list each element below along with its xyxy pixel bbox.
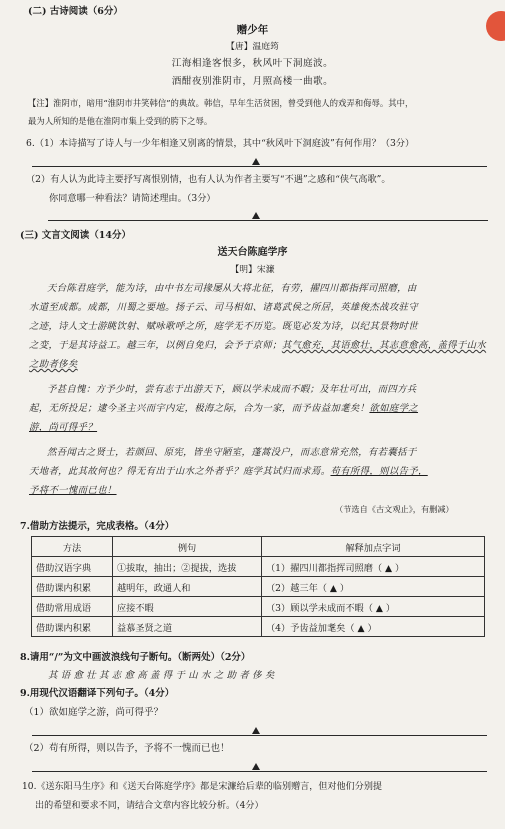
passage-line [29, 466, 428, 478]
table-row [32, 557, 485, 577]
passage-text: 天地者，此其故何也？得无有出于山水之外者乎？庭学其试归而求焉。 [29, 466, 331, 477]
table-row [32, 597, 485, 617]
answer-line[interactable] [32, 771, 487, 772]
section-2-heading: (二) 古诗阅读（6分） [28, 6, 123, 17]
passage-line: 予甚自愧：方予少时，尝有志于出游天下，顾以学未成而不暇；及年壮可出，而四方兵 [47, 384, 417, 395]
vocab-table [31, 536, 485, 637]
underlined-sentence: 苟有所得，则以告予， [330, 466, 428, 477]
table-cell: （4）予齿益加耄矣（ ▲ ） [262, 617, 485, 637]
question-8: 8.请用“/”为文中画波浪线句子断句。（断两处）（2分） [20, 652, 251, 663]
answer-marker [252, 763, 260, 770]
passage-source: （节选自《古文观止》，有删减） [335, 504, 454, 514]
table-row [32, 577, 485, 597]
table-row [32, 617, 485, 637]
passage-line: 水道至成都。成都，川蜀之要地。扬子云、司马相如、诸葛武侯之所居，英雄俊杰战攻驻守 [29, 302, 419, 313]
table-cell: 应接不暇 [113, 597, 262, 617]
underlined-sentence-end: 予将不一愧而已也！ [29, 485, 117, 496]
table-cell: （2）越三年（ ▲ ） [262, 577, 485, 597]
question-8-sentence: 其 语 愈 壮 其 志 愈 高 盖 得 于 山 水 之 助 者 侈 矣 [48, 670, 275, 681]
question-9: 9.用现代汉语翻译下列句子。（4分） [20, 688, 175, 699]
underlined-sentence-end: 游，尚可得乎？ [29, 422, 98, 433]
answer-line[interactable] [48, 220, 488, 221]
passage-text: 起，无所投足；逮今圣主兴而宇内定，极海之际，合为一家，而予齿益加耄矣！ [29, 403, 370, 414]
poem-author: 【唐】温庭筠 [226, 42, 279, 52]
table-cell: （1）擢四川都指挥司照磨（ ▲ ） [262, 557, 485, 577]
question-10-line-2: 出的希望和要求不同，请结合文章内容比较分析。（4分） [35, 801, 264, 811]
answer-line[interactable] [32, 735, 487, 736]
poem-note-line-2: 最为人所知的是他在淮阴市集上受到的胯下之辱。 [28, 116, 213, 126]
table-cell: 越明年，政通人和 [113, 577, 262, 597]
poem-line-1: 江海相逢客恨多，秋风叶下洞庭波。 [171, 58, 334, 69]
table-header: 解释加点字词 [262, 537, 485, 557]
table-cell: 益慕圣贤之道 [113, 617, 262, 637]
table-header: 方法 [32, 537, 113, 557]
question-6-1: 6.（1）本诗描写了诗人与一少年相逢又别离的情景，其中“秋风叶下洞庭波”有何作用？（3分） [26, 138, 415, 149]
passage-line [29, 403, 418, 415]
poem-line-2: 酒酣夜别淮阴市，月照高楼一曲歌。 [171, 76, 334, 87]
answer-marker [252, 212, 260, 219]
table-cell: 借助常用成语 [32, 597, 113, 617]
question-7: 7.借助方法提示，完成表格。（4分） [20, 521, 175, 532]
passage-line [29, 359, 78, 371]
underlined-sentence: 欲如庭学之 [369, 403, 419, 414]
question-10-line-1: 10.《送东阳马生序》和《送天台陈庭学序》都是宋濂给后辈的临别赠言，但对他们分别提 [22, 782, 383, 792]
prose-author: 【明】宋濂 [230, 265, 275, 275]
section-3-heading: (三) 文言文阅读（14分） [20, 230, 132, 241]
poem-note-line-1: 【注】淮阴市，暗用“淮阴市井笑韩信”的典故。韩信，早年生活贫困，曾受到他人的戏弄和侮辱。其中， [28, 98, 414, 108]
answer-marker [252, 158, 260, 165]
passage-text: 之变，于是其诗益工。越三年，以例自免归，会予于京师； [29, 340, 282, 351]
question-6-2-line-2: 你同意哪一种看法？请简述理由。（3分） [49, 193, 216, 204]
table-header: 例句 [113, 537, 262, 557]
passage-line: 天台陈君庭学，能为诗，由中书左司掾屡从大将北征，有劳，擢四川都指挥司照磨，由 [47, 283, 417, 294]
table-header-row [32, 537, 485, 557]
answer-marker [252, 727, 260, 734]
question-9-2: （2）苟有所得，则以告予，予将不一愧而已也！ [24, 743, 230, 754]
wavy-underlined-sentence: 其气愈充，其语愈壮，其志意愈高，盖得于山水 [281, 340, 487, 351]
answer-line[interactable] [32, 166, 487, 167]
table-cell: 借助课内积累 [32, 577, 113, 597]
table-cell: ①拔取，抽出；②提拔，选拔 [113, 557, 262, 577]
passage-line [29, 422, 97, 434]
table-cell: 借助汉语字典 [32, 557, 113, 577]
question-9-1: （1）欲如庭学之游，尚可得乎？ [24, 707, 164, 718]
wavy-underlined-sentence-end: 之助者侈矣 [29, 359, 78, 370]
passage-line [29, 340, 486, 352]
passage-line: 然吾闻古之贤士，若颜回、原宪，皆坐守陋室，蓬蒿没户，而志意常充然，有若囊括于 [47, 447, 417, 458]
passage-line [29, 485, 117, 497]
question-6-2-line-1: （2）有人认为此诗主要抒写离恨别情，也有人认为作者主要写“不遇”之感和“侠气高歌”。 [26, 174, 391, 185]
prose-title: 送天台陈庭学序 [217, 247, 288, 258]
poem-title: 赠少年 [236, 24, 269, 36]
table-cell: （3）顾以学未成而不暇（ ▲ ） [262, 597, 485, 617]
passage-line: 之迹，诗人文士游眺饮射、赋咏歌呼之所，庭学无不历览。既览必发为诗，以纪其景物时世 [29, 321, 419, 332]
table-cell: 借助课内积累 [32, 617, 113, 637]
